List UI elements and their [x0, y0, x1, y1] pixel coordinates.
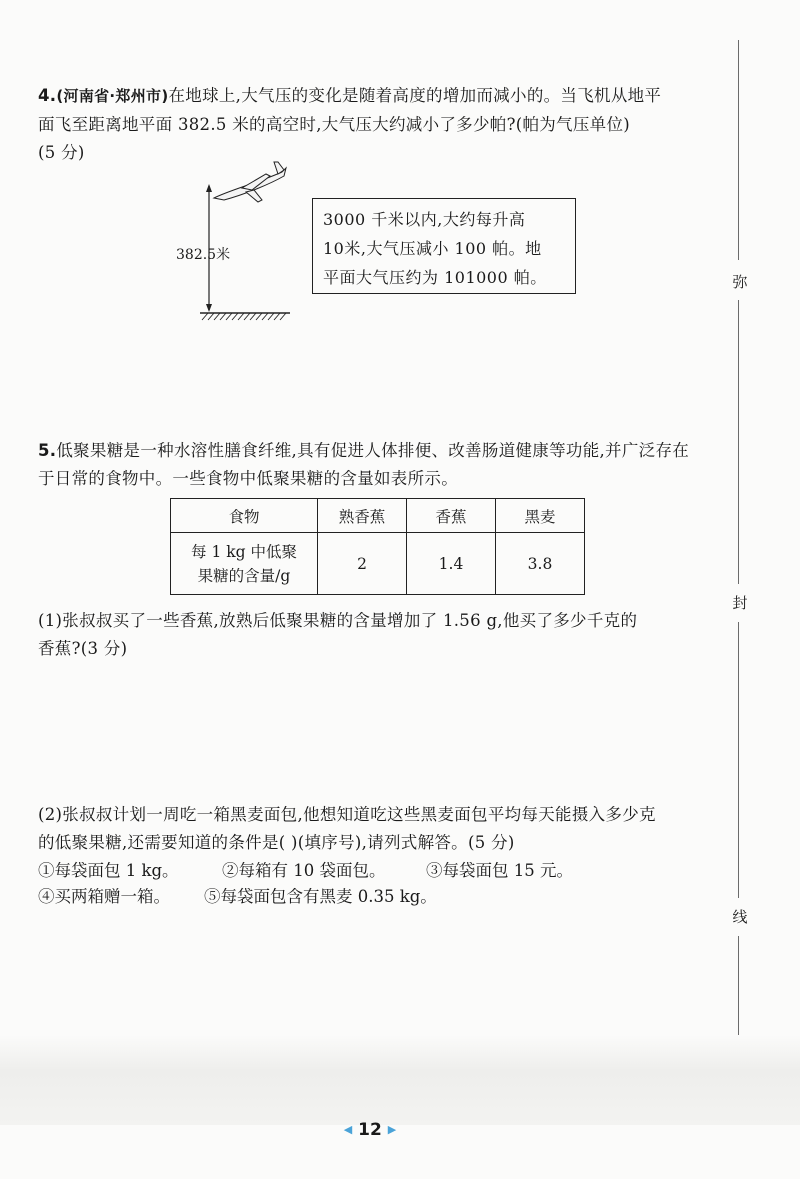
q5-part1-line-1: (1)张叔叔买了一些香蕉,放熟后低聚果糖的含量增加了 1.56 g,他买了多少千克的	[38, 611, 638, 630]
q5-number: 5.	[38, 441, 57, 460]
q5-part2-line-1: (2)张叔叔计划一周吃一箱黑麦面包,他想知道吃这些黑麦面包平均每天能摄入多少克	[38, 805, 656, 824]
option-1: ①每袋面包 1 kg。	[38, 861, 179, 880]
q5-line-2: 于日常的食物中。一些食物中低聚果糖的含量如表所示。	[38, 469, 458, 488]
table-header-cell: 香蕉	[407, 499, 496, 533]
info-line-1: 3000 千米以内,大约每升高	[323, 210, 526, 229]
margin-line	[738, 300, 739, 584]
info-line-2: 10米,大气压减小 100 帕。地	[323, 239, 542, 258]
table-header-cell: 黑麦	[496, 499, 585, 533]
q4-number: 4.	[38, 86, 57, 105]
row-label-line-1: 每 1 kg 中低聚	[191, 542, 297, 561]
q4-line-2: 面飞至距离地平面 382.5 米的高空时,大气压大约减小了多少帕?(帕为气压单位)	[38, 115, 630, 134]
margin-char-mi: 弥	[732, 273, 748, 291]
margin-char-xian: 线	[732, 908, 748, 926]
margin-line	[738, 622, 739, 898]
table-cell: 3.8	[496, 533, 585, 595]
left-arrow-icon: ◀	[343, 1123, 353, 1136]
right-arrow-icon: ▶	[387, 1123, 397, 1136]
option-5: ⑤每袋面包含有黑麦 0.35 kg。	[204, 887, 437, 906]
q5-text-1: 低聚果糖是一种水溶性膳食纤维,具有促进人体排便、改善肠道健康等功能,并广泛存在	[56, 441, 690, 460]
height-label: 382.5米	[176, 247, 231, 263]
q4-source: (河南省·郑州市)	[56, 87, 169, 105]
page-number	[330, 1120, 410, 1140]
q5-line-1	[38, 439, 716, 463]
q5-part1-line-2: 香蕉?(3 分)	[38, 639, 128, 658]
table-row-label	[171, 533, 318, 595]
row-label-line-2: 果糖的含量/g	[197, 566, 291, 585]
airplane-icon	[214, 162, 286, 202]
table-header-row	[171, 499, 585, 533]
table-header-cell: 食物	[171, 499, 318, 533]
q4-line-3: (5 分)	[38, 143, 85, 162]
info-box	[312, 198, 576, 294]
margin-char-feng: 封	[732, 594, 748, 612]
table-cell: 2	[318, 533, 407, 595]
option-4: ④买两箱赠一箱。	[38, 887, 170, 906]
option-3: ③每袋面包 15 元。	[426, 861, 573, 880]
option-2: ②每箱有 10 袋面包。	[222, 861, 386, 880]
page-number-text: 12	[358, 1120, 382, 1140]
info-line-3: 平面大气压约为 101000 帕。	[323, 268, 547, 287]
table-row	[171, 533, 585, 595]
q4-line-1	[38, 84, 716, 108]
scan-shade	[0, 1035, 800, 1125]
q4-text-1: 在地球上,大气压的变化是随着高度的增加而减小的。当飞机从地平	[168, 86, 662, 105]
q5-part2-line-2: 的低聚果糖,还需要知道的条件是( )(填序号),请列式解答。(5 分)	[38, 833, 515, 852]
fructose-table	[170, 498, 585, 595]
table-header-cell: 熟香蕉	[318, 499, 407, 533]
table-cell: 1.4	[407, 533, 496, 595]
margin-line	[738, 40, 739, 260]
